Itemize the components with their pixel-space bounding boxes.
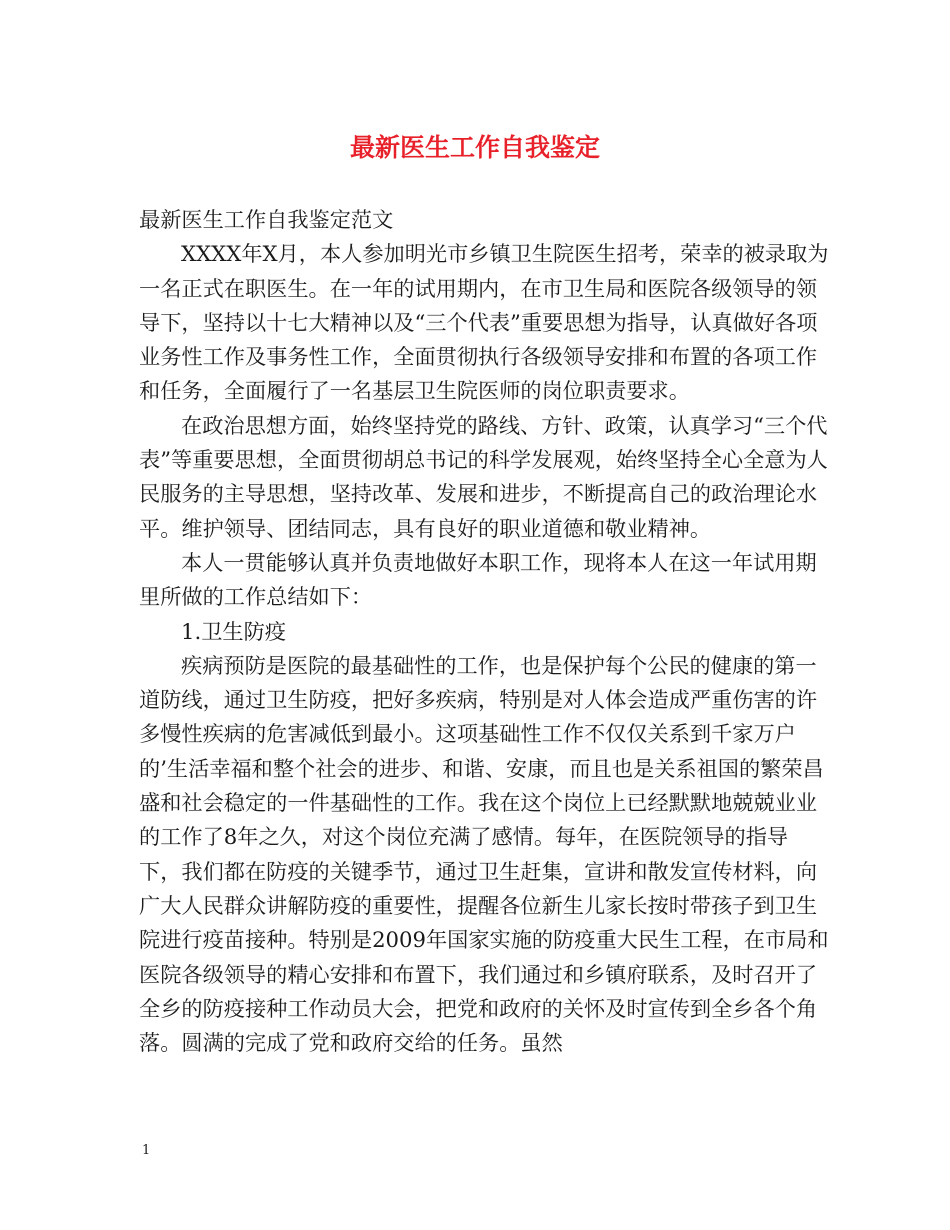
page-number: 1 <box>142 1143 151 1158</box>
document-title: 最新医生工作自我鉴定 <box>349 133 600 162</box>
paragraph-epidemic-prevention: 疾病预防是医院的最基础性的工作，也是保护每个公民的健康的第一道防线，通过卫生防疫，把好多疾病，特别是对人体会造成严重伤害的许多慢性疾病的危害减低到最小。这项基础性工作不仅仅关系到千家万户的’生活幸福和整个社会的进步、和谐、安康，而且也是关系祖国的繁荣昌盛和社会稳定的一件基础性的工作。我在这个岗位上已经默默地兢兢业业的工作了8年之久，对这个岗位充满了感情。每年，在医院领导的指导下，我们都在防疫的关键季节，通过卫生赶集，宣讲和散发宣传材料，向广大人民群众讲解防疫的重要性，提醒各位新生儿家长按时带孩子到卫生院进行疫苗接种。特别是2009年国家实施的防疫重大民生工程，在市局和医院各级领导的精心安排和布置下，我们通过和乡镇府联系，及时召开了全乡的防疫接种工作动员大会，把党和政府的关怀及时宣传到全乡各个角落。圆满的完成了党和政府交给的任务。虽然 <box>139 652 829 1056</box>
paragraph-intro: XXXX年X月，本人参加明光市乡镇卫生院医生招考，荣幸的被录取为一名正式在职医生。在一年的试用期内，在市卫生局和医院各级领导的领导下，坚持以十七大精神以及“三个代表”重要思想为指导，认真做好各项业务性工作及事务性工作，全面贯彻执行各级领导安排和布置的各项工作和任务，全面履行了一名基层卫生院医师的岗位职责要求。 <box>139 241 829 404</box>
section-heading-epidemic-prevention: 1.卫生防疫 <box>181 618 286 644</box>
document-subtitle: 最新医生工作自我鉴定范文 <box>139 207 394 232</box>
paragraph-summary-intro: 本人一贯能够认真并负责地做好本职工作，现将本人在这一年试用期里所做的工作总结如下： <box>139 549 817 610</box>
document-body <box>139 203 829 1060</box>
paragraph-political: 在政治思想方面，始终坚持党的路线、方针、政策，认真学习“三个代表”等重要思想，全面贯彻胡总书记的科学发展观，始终坚持全心全意为人民服务的主导思想，坚持改革、发展和进步，不断提高自己的政治理论水平。维护领导、团结同志，具有良好的职业道德和敬业精神。 <box>139 412 828 541</box>
